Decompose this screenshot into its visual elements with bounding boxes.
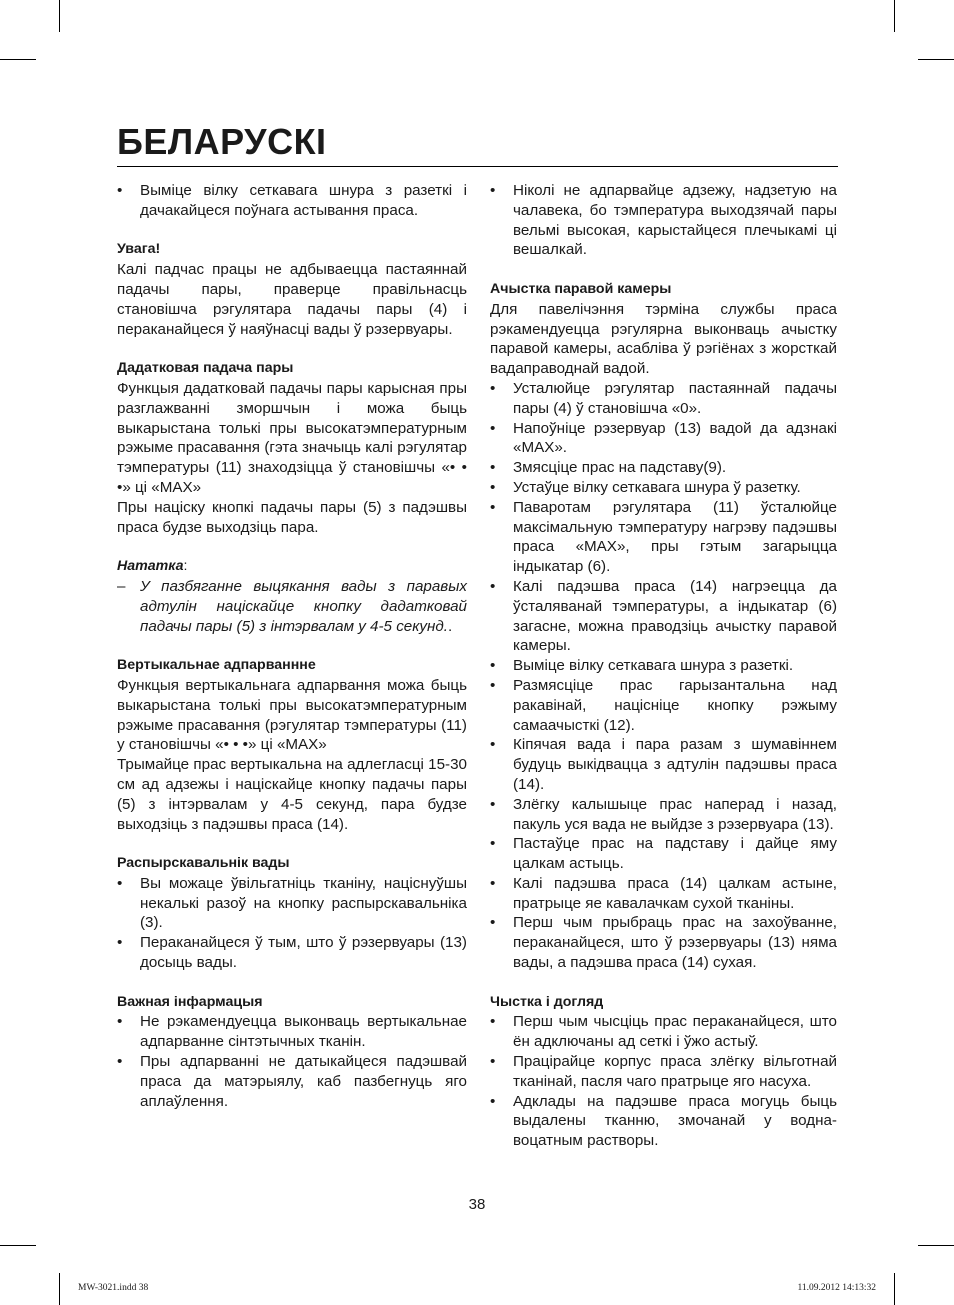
list-item: • Усталюйце рэгулятар пастаяннай падачы пары (4) ў становішча «0». bbox=[490, 379, 837, 417]
right-column bbox=[490, 181, 837, 1151]
list-item: • Злёгку калышыце прас наперад і назад, пакуль уся вада не выйдзе з рэзервуара (13). bbox=[490, 795, 837, 833]
section-heading-sprayer: Распырскавальнік вады bbox=[117, 855, 290, 872]
section-heading-note: Нататка: bbox=[117, 558, 188, 575]
warning-text: Калі падчас працы не адбываецца пастаяннай падачы пары, праверце правільнасць становішча рэгулятара падачы пары (4) і пераканайцеся ў наяўнасці вады ў рэзервуары. bbox=[117, 261, 467, 338]
intro-list bbox=[117, 181, 467, 221]
section-heading-warning: Увага! bbox=[117, 241, 161, 258]
crop-mark bbox=[59, 1273, 60, 1305]
intro-list bbox=[490, 181, 837, 260]
vertical-text: Функцыя вертыкальнага адпарвання можа быць выкарыстана толькі пры высокатэмпературным рэжыме прасавання (рэгулятар тэмпературы (11) у становішчы «• • •» ці «MAX» bbox=[117, 676, 467, 754]
page-title: БЕЛАРУСКІ bbox=[117, 121, 327, 162]
care-list bbox=[490, 1012, 837, 1151]
crop-mark bbox=[918, 59, 954, 60]
list-item: • Пераканайцеся ў тым, што ў рэзервуары (13) досыць вады. bbox=[117, 934, 467, 972]
list-item: • Выміце вілку сеткавага шнура з разеткі і дачакайцеся поўнага астывання праса. bbox=[117, 182, 467, 219]
title-rule bbox=[117, 166, 838, 167]
list-item: • Змясціце прас на падставу(9). bbox=[490, 459, 727, 477]
list-item: • Калі падэшва праса (14) цалкам астыне, пратрыце яе кавалачкам сухой тканіны. bbox=[490, 874, 837, 912]
crop-mark bbox=[0, 59, 36, 60]
list-item: • Устаўце вілку сеткавага шнура ў разетку. bbox=[490, 478, 801, 496]
list-item: • Пастаўце прас на падставу і дайце яму цалкам астыць. bbox=[490, 835, 837, 873]
cleaning-chamber-list bbox=[490, 379, 837, 973]
section-heading-cleaning-chamber: Ачыстка паравой камеры bbox=[490, 280, 672, 297]
list-item: • Размясціце прас гарызантальна над ракавінай, націсніце кнопку рэжыму самаачысткі (12). bbox=[490, 676, 837, 734]
crop-mark bbox=[894, 0, 895, 32]
cleaning-chamber-text: Для павелічэння тэрміна службы праса рэкамендуецца рэгулярна выконваць ачыстку паравой камеры, асабліва ў рэгіёнах з жорсткай вадаправоднай вадой. bbox=[490, 300, 837, 378]
list-item: • Вы можаце ўвільгатніць тканіну, націснуўшы некалькі разоў на кнопку распырскавальніка (3). bbox=[117, 874, 467, 932]
list-item: • Паваротам рэгулятара (11) ўсталюйце максімальную тэмпературу нагрэву падэшвы праса «MAX», пры гэтым загарыцца індыкатар (6). bbox=[490, 498, 837, 576]
list-item: • Пры адпарванні не датыкайцеся падэшвай праса да матэрыялу, каб пазбегнуць яго аплаўлення. bbox=[117, 1053, 467, 1110]
list-item: • Перш чым чысціць прас пераканайцеся, што ён адключаны ад сеткі і ўжо астыў. bbox=[490, 1013, 837, 1051]
left-column bbox=[117, 181, 467, 1111]
list-item: • Калі падэшва праса (14) нагрэецца да ўсталяванай тэмпературы, а індыкатар (6) загасне, можна праводзіць ачыстку паравой камеры. bbox=[490, 577, 837, 655]
crop-mark bbox=[0, 1245, 36, 1246]
footer-timestamp: 11.09.2012 14:13:32 bbox=[797, 1283, 876, 1293]
list-item: • Адклады на падэшве праса могуць быць выдалены тканню, змочанай у водна-воцатным растворы. bbox=[490, 1092, 837, 1150]
section-heading-vertical: Вертыкальнае адпарваннне bbox=[117, 657, 316, 674]
sprayer-list bbox=[117, 874, 467, 973]
crop-mark bbox=[918, 1245, 954, 1246]
important-list bbox=[117, 1012, 467, 1111]
vertical-text: Трымайце прас вертыкальна на адлегласці 15-30 см ад адзежы і націскайце кнопку падачы пары (5) з інтэрвалам у 4-5 секунд, пара будзе выходзіць з падэшвы праса (14). bbox=[117, 756, 467, 833]
list-item: • Перш чым прыбраць прас на захоўванне, пераканайцеся, што ў рэзервуары (13) няма вады, а падэшва праса (14) сухая. bbox=[490, 914, 837, 972]
list-item: – У пазбяганне выцякання вады з паравых адтулін націскайце кнопку дадатковай падачы пары (5) з інтэрвалам у 4-5 секунд.. bbox=[117, 577, 467, 635]
crop-mark bbox=[59, 0, 60, 32]
page-number: 38 bbox=[468, 1196, 486, 1213]
extra-steam-text: Пры націску кнопкі падачы пары (5) з падэшвы праса будзе выходзіць пара. bbox=[117, 498, 467, 536]
list-item: • Ніколі не адпарвайце адзежу, надзетую на чалавека, бо тэмпература выходзячай пары вельмі высокая, карыстайцеся плечыкамі ці вешалкай. bbox=[490, 182, 837, 259]
list-item: • Напоўніце рэзервуар (13) вадой да адзнакі «MAX». bbox=[490, 419, 837, 457]
list-item: • Не рэкамендуецца выконваць вертыкальнае адпарванне сінтэтычных тканін. bbox=[117, 1013, 467, 1051]
list-item: • Працірайце корпус праса злёгку вільготнай тканінай, пасля чаго пратрыце яго насуха. bbox=[490, 1053, 837, 1090]
footer-file-name: MW-3021.indd 38 bbox=[78, 1283, 149, 1293]
section-heading-extra-steam: Дадатковая падача пары bbox=[117, 360, 294, 377]
crop-mark bbox=[894, 1273, 895, 1305]
extra-steam-text: Функцыя дадатковай падачы пары карысная пры разглажванні зморшчын і можа быць выкарыстана толькі пры высокатэмпературным рэжыме прасавання (гэта значыць калі рэгулятар тэмпературы (11) знаходзіцца ў становішчы «• • •» ці «MAX» bbox=[117, 379, 467, 496]
list-item: • Кіпячая вада і пара разам з шумавіннем будуць выкідвацца з адтулін падэшвы праса (14). bbox=[490, 736, 837, 793]
list-item: • Выміце вілку сеткавага шнура з разеткі. bbox=[490, 657, 794, 675]
note-list bbox=[117, 577, 467, 636]
section-heading-care: Чыстка і догляд bbox=[490, 993, 604, 1010]
section-heading-important: Важная інфармацыя bbox=[117, 993, 263, 1010]
